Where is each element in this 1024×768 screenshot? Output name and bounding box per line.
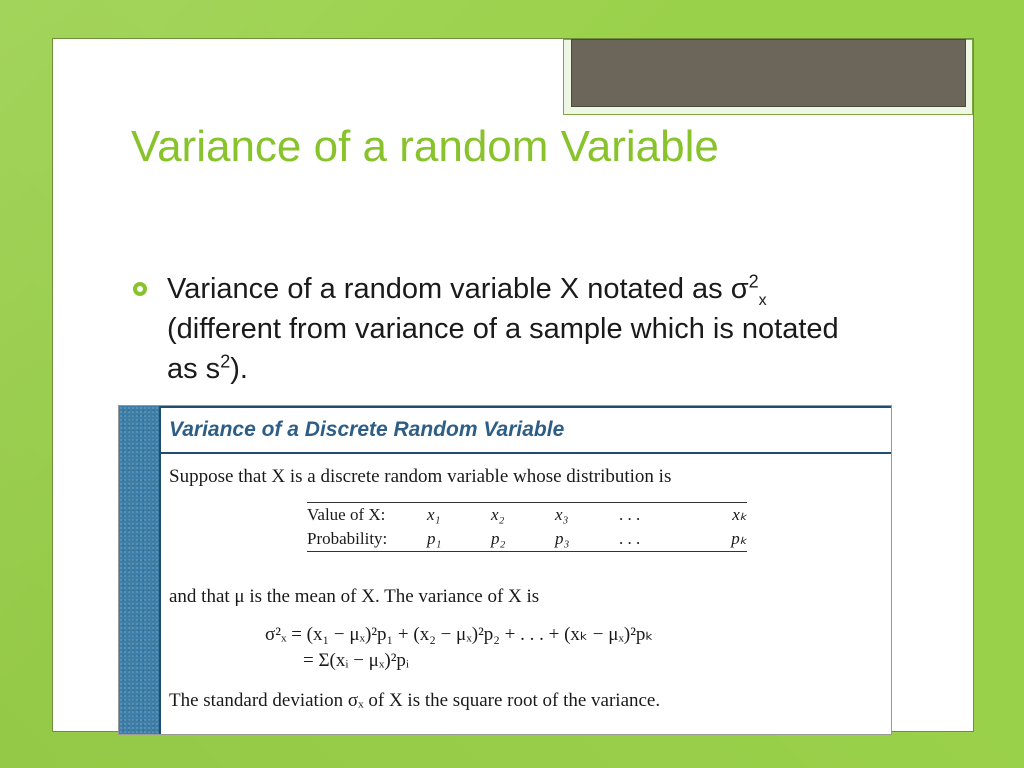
table-cell: p₃ — [555, 529, 570, 548]
bullet-item — [133, 269, 873, 389]
variance-definition-figure — [118, 405, 892, 735]
table-cell: . . . — [619, 529, 641, 548]
table-cell: pₖ — [731, 529, 747, 548]
table-row — [307, 527, 747, 552]
ring-bullet-icon — [133, 282, 147, 296]
mean-statement: and that μ is the mean of X. The variance of X is — [169, 586, 540, 607]
formula-line: = Σ(xᵢ − μₓ)²pᵢ — [303, 650, 410, 671]
table-cell: p₂ — [491, 529, 506, 548]
bullet-text: Variance of a random variable X notated as $\sigma^2_x$ (different from variance of a sample which is notated as $s^2$). — [167, 271, 839, 385]
table-cell: p₁ — [427, 529, 442, 548]
row-label: Value of X: — [307, 505, 386, 524]
standard-deviation-statement: The standard deviation σₓ of X is the square root of the variance. — [169, 690, 661, 711]
table-cell: x₁ — [427, 505, 441, 524]
formula-line: σ²ₓ = (x₁ − μₓ)²p₁ + (x₂ − μₓ)²p₂ + . . . + (xₖ − μₓ)²pₖ — [265, 624, 654, 645]
figure-title: Variance of a Discrete Random Variable — [169, 418, 565, 441]
slide-title: Variance of a random Variable — [131, 122, 719, 171]
figure-side-band — [119, 406, 161, 734]
table-cell: xₖ — [732, 505, 747, 524]
table-cell: x₃ — [555, 505, 569, 524]
variance-formula — [265, 622, 654, 674]
table-cell: . . . — [619, 505, 641, 524]
row-label: Probability: — [307, 529, 388, 548]
table-cell: x₂ — [491, 505, 505, 524]
figure-header — [161, 406, 891, 454]
figure-intro: Suppose that X is a discrete random variable whose distribution is — [169, 466, 672, 487]
distribution-table — [307, 502, 747, 552]
decorative-box — [571, 39, 966, 107]
table-row — [307, 503, 747, 528]
